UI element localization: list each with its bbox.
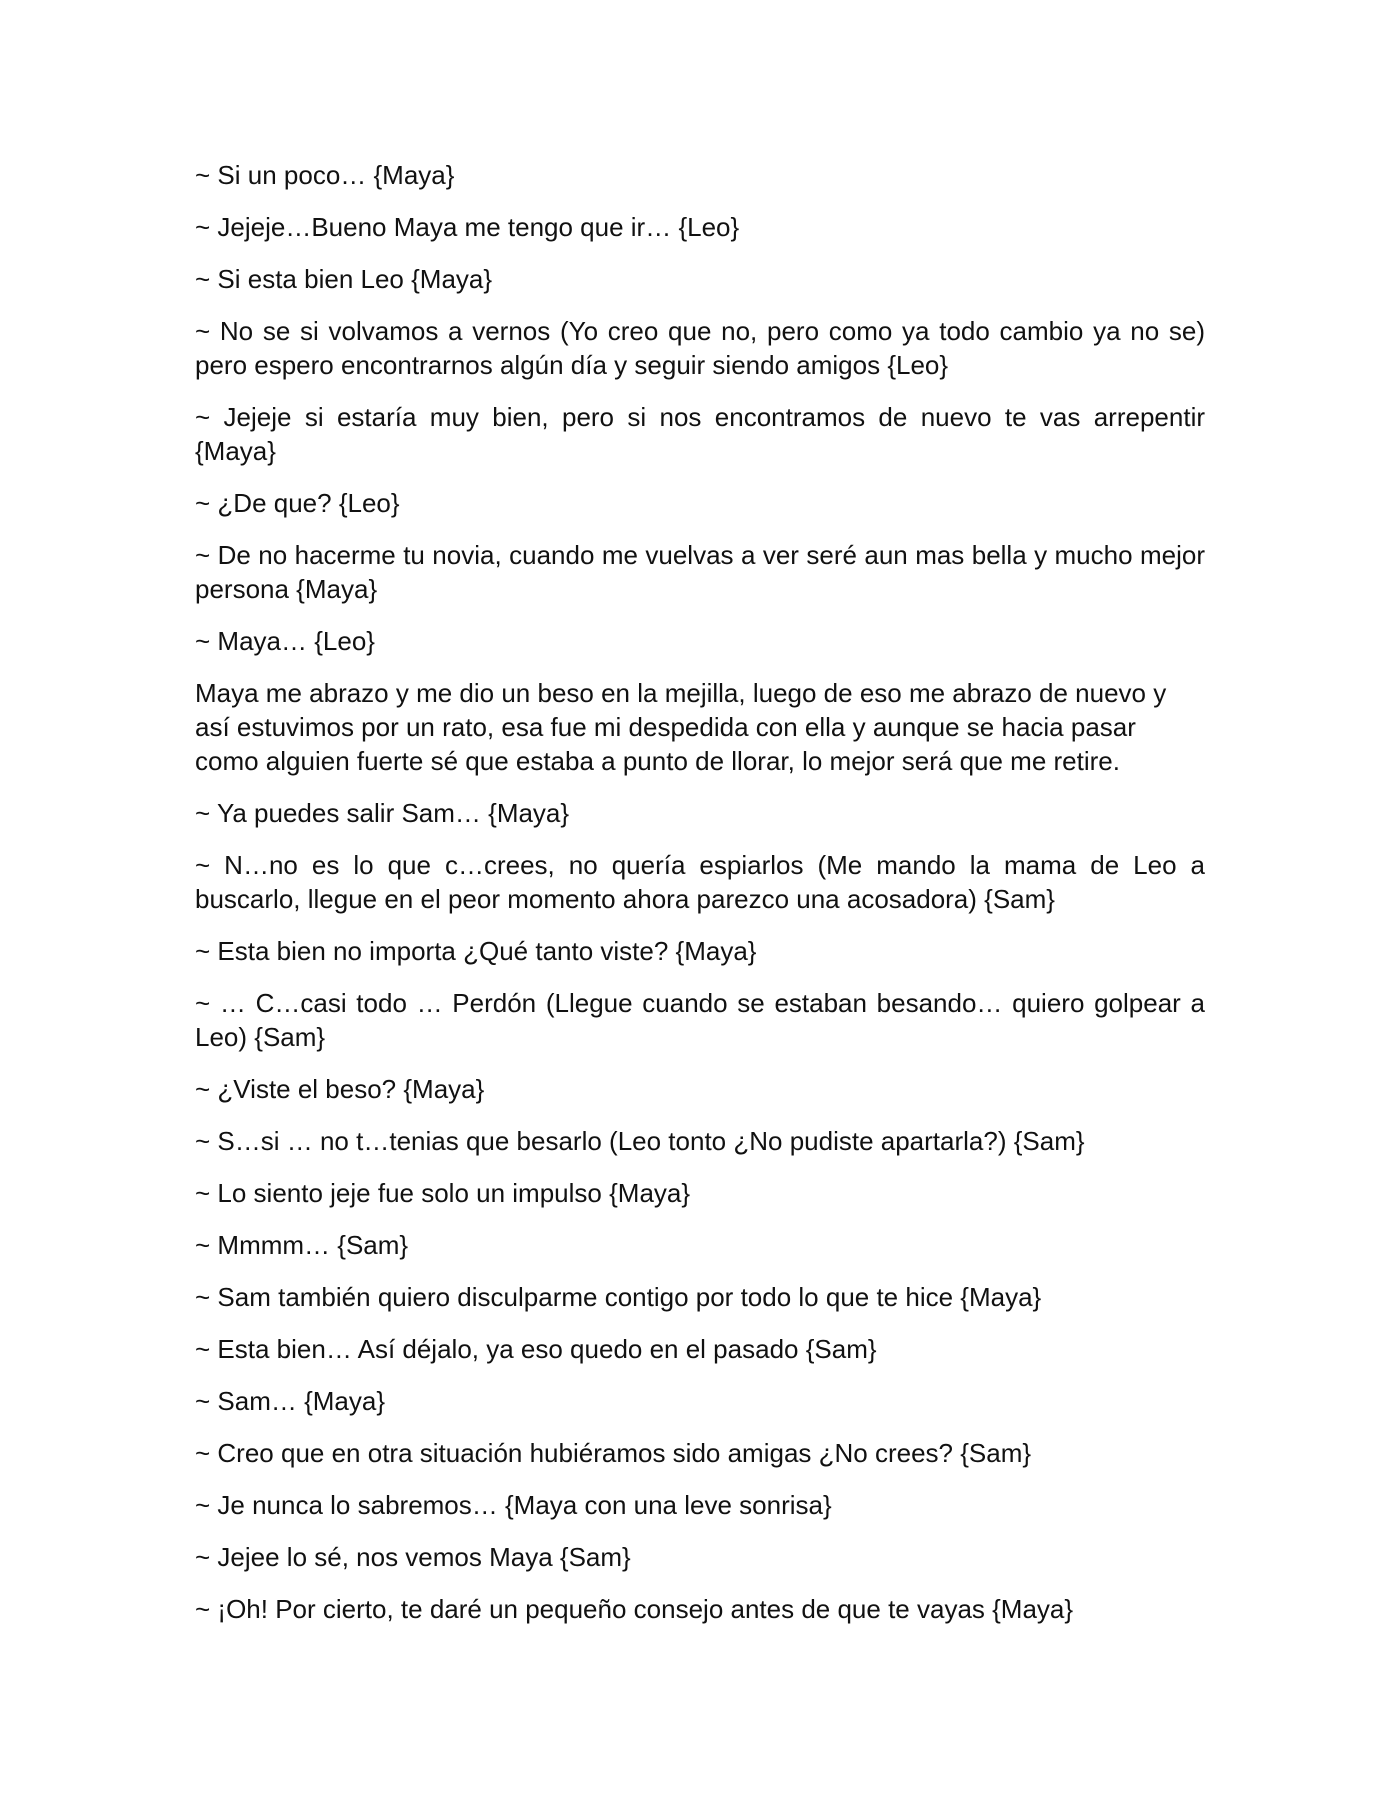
dialogue-paragraph: ~ S…si … no t…tenias que besarlo (Leo tonto ¿No pudiste apartarla?) {Sam}	[195, 1126, 1085, 1156]
dialogue-paragraph: ~ Sam también quiero disculparme contigo por todo lo que te hice {Maya}	[195, 1282, 1042, 1312]
dialogue-paragraph: ~ Maya… {Leo}	[195, 626, 375, 656]
dialogue-paragraph: ~ ¡Oh! Por cierto, te daré un pequeño consejo antes de que te vayas {Maya}	[195, 1594, 1074, 1624]
dialogue-paragraph: ~ Esta bien… Así déjalo, ya eso quedo en el pasado {Sam}	[195, 1334, 877, 1364]
dialogue-paragraph: ~ Ya puedes salir Sam… {Maya}	[195, 798, 570, 828]
dialogue-paragraph: Maya me abrazo y me dio un beso en la mejilla, luego de eso me abrazo de nuevo y así estuvimos por un rato, esa fue mi despedida con ella y aunque se hacia pasar como alguien fuerte sé que estaba a punto de llorar, lo mejor será que me retire.	[195, 678, 1167, 776]
dialogue-paragraph: ~ De no hacerme tu novia, cuando me vuelvas a ver seré aun mas bella y mucho mejor persona {Maya}	[195, 540, 1205, 604]
dialogue-paragraph: ~ Sam… {Maya}	[195, 1386, 386, 1416]
dialogue-paragraph: ~ … C…casi todo … Perdón (Llegue cuando se estaban besando… quiero golpear a Leo) {Sam}	[195, 988, 1205, 1052]
dialogue-paragraph: ~ ¿De que? {Leo}	[195, 488, 400, 518]
dialogue-paragraph: ~ Si esta bien Leo {Maya}	[195, 264, 493, 294]
dialogue-paragraph: ~ Je nunca lo sabremos… {Maya con una leve sonrisa}	[195, 1490, 832, 1520]
dialogue-paragraph: ~ No se si volvamos a vernos (Yo creo que no, pero como ya todo cambio ya no se) pero espero encontrarnos algún día y seguir siendo amigos {Leo}	[195, 316, 1205, 380]
dialogue-paragraph: ~ Si un poco… {Maya}	[195, 160, 455, 190]
dialogue-paragraph: ~ Mmmm… {Sam}	[195, 1230, 409, 1260]
dialogue-paragraph: ~ ¿Viste el beso? {Maya}	[195, 1074, 485, 1104]
dialogue-paragraph: ~ Jejeje…Bueno Maya me tengo que ir… {Leo}	[195, 212, 740, 242]
dialogue-paragraph: ~ N…no es lo que c…crees, no quería espiarlos (Me mando la mama de Leo a buscarlo, llegue en el peor momento ahora parezco una acosadora) {Sam}	[195, 850, 1205, 914]
dialogue-paragraph: ~ Creo que en otra situación hubiéramos sido amigas ¿No crees? {Sam}	[195, 1438, 1032, 1468]
dialogue-paragraph: ~ Esta bien no importa ¿Qué tanto viste? {Maya}	[195, 936, 757, 966]
dialogue-paragraph: ~ Jejee lo sé, nos vemos Maya {Sam}	[195, 1542, 631, 1572]
dialogue-paragraph: ~ Lo siento jeje fue solo un impulso {Maya}	[195, 1178, 691, 1208]
dialogue-paragraph: ~ Jejeje si estaría muy bien, pero si nos encontramos de nuevo te vas arrepentir {Maya}	[195, 402, 1205, 466]
document-page	[195, 158, 1205, 1644]
